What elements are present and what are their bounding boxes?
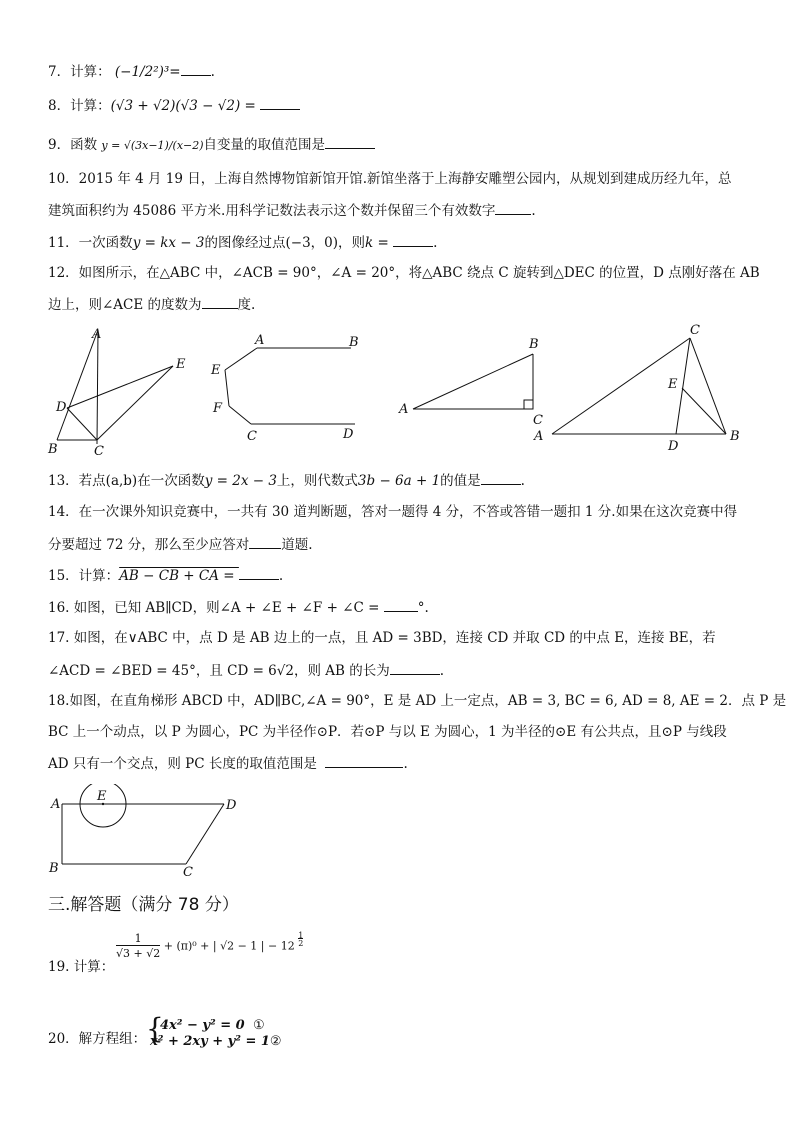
label-C: C [533,413,543,428]
answer-blank [481,471,521,485]
figure-triangle-rotation [40,322,200,462]
label-F: F [213,401,223,416]
label-A: A [534,429,544,444]
question-14-line1: 14．在一次课外知识竞赛中，一共有 30 道判断题，答对一题得 4 分，不答或答错一题扣 1 分.如果在这次竞赛中得 [48,504,738,520]
figure-triangle-midpoint [530,320,760,455]
label-B: B [730,429,740,444]
label-E: E [668,377,678,392]
label-C: C [247,429,257,444]
question-18-line3: AD 只有一个交点，则 PC 长度的取值范围是 . [48,756,408,772]
figure-right-triangle [393,330,553,430]
label-B: B [529,337,539,352]
label-D: D [343,427,354,442]
question-7: 7．计算： (−1/2²)³= . [48,64,215,80]
question-10-line1: 10．2015 年 4 月 19 日，上海自然博物馆新馆开馆.新馆坐落于上海静安雕塑公园内，从规划到建成历经九年，总 [48,171,732,187]
answer-blank [260,96,300,110]
answer-blank [390,661,440,675]
answer-blank [249,535,281,549]
label-A: A [51,797,61,812]
answer-blank [393,233,433,247]
label-B: B [48,442,58,457]
label-B: B [49,861,59,876]
answer-blank [239,566,279,580]
label-C: C [690,323,700,338]
figure-right-trapezoid [40,784,250,879]
section-heading: 三.解答题（满分 78 分） [48,895,239,915]
figure-parallel-lines [205,330,375,450]
question-17-line1: 17. 如图，在∨ABC 中，点 D 是 AB 边上的一点，且 AD = 3BD，连接 CD 并取 CD 的中点 E，连接 BE，若 [48,630,716,646]
q9-expression: y = √(3x−1)/(x−2) [101,139,204,152]
label-B: B [349,335,359,350]
question-20-label: 20．解方程组： [48,1031,147,1047]
label-D: D [668,439,679,454]
question-12-line2: 边上，则∠ACE 的度数为 度. [48,297,256,313]
answer-blank [495,201,531,215]
question-11: 11．一次函数y = kx − 3的图像经过点(−3，0)，则k = . [48,235,438,251]
question-17-line2: ∠ACD = ∠BED = 45°，且 CD = 6√2，则 AB 的长为 . [48,663,445,679]
label-D: D [226,798,237,813]
question-12-line1: 12．如图所示，在△ABC 中，∠ACB = 90°，∠A = 20°，将△ABC 绕点 C 旋转到△DEC 的位置，D 点刚好落在 AB [48,265,760,281]
question-15: 15．计算：AB − CB + CA = . [48,568,284,584]
question-18-line1: 18.如图，在直角梯形 ABCD 中，AD∥BC,∠A = 90°，E 是 AD 上一定点，AB = 3, BC = 6, AD = 8, AE = 2．点 P 是 [48,693,787,709]
label-A: A [92,327,102,342]
label-D: D [56,400,67,415]
question-18-line2: BC 上一个动点，以 P 为圆心，PC 为半径作⊙P．若⊙P 与以 E 为圆心，1 为半径的⊙E 有公共点，且⊙P 与线段 [48,724,727,740]
answer-blank [325,754,403,768]
label-C: C [94,444,104,459]
q8-expression: (√3 + √2)(√3 − √2) = [110,98,261,114]
label-C: C [183,865,193,879]
label-E: E [97,789,107,804]
question-16: 16. 如图，已知 AB∥CD，则∠A + ∠E + ∠F + ∠C = °. [48,600,429,616]
answer-blank [181,62,211,76]
question-8: 8．计算：(√3 + √2)(√3 − √2) = [48,96,300,115]
question-19-label: 19. 计算： [48,959,115,975]
label-A: A [399,402,409,417]
question-9: 9．函数 y = √(3x−1)/(x−2)自变量的取值范围是 [48,135,375,155]
answer-blank [325,135,375,149]
answer-blank [384,598,418,612]
question-13: 13．若点(a,b)在一次函数y = 2x − 3上，则代数式3b − 6a + 1的值是 . [48,473,525,489]
question-10-line2: 建筑面积约为 45086 平方米.用科学记数法表示这个数并保留三个有效数字 . [48,203,536,219]
label-E: E [211,363,221,378]
label-E: E [176,357,186,372]
q7-expression: (−1/2²)³ [114,64,170,80]
label-A: A [255,333,265,348]
question-19-expression: $\frac{1}{√3 + √2}$ + (π)⁰ + | √2 − 1 | − $12 \frac{1}{2}$ [116,931,304,960]
question-14-line2: 分要超过 72 分，那么至少应答对 道题. [48,537,313,553]
answer-blank [202,295,238,309]
